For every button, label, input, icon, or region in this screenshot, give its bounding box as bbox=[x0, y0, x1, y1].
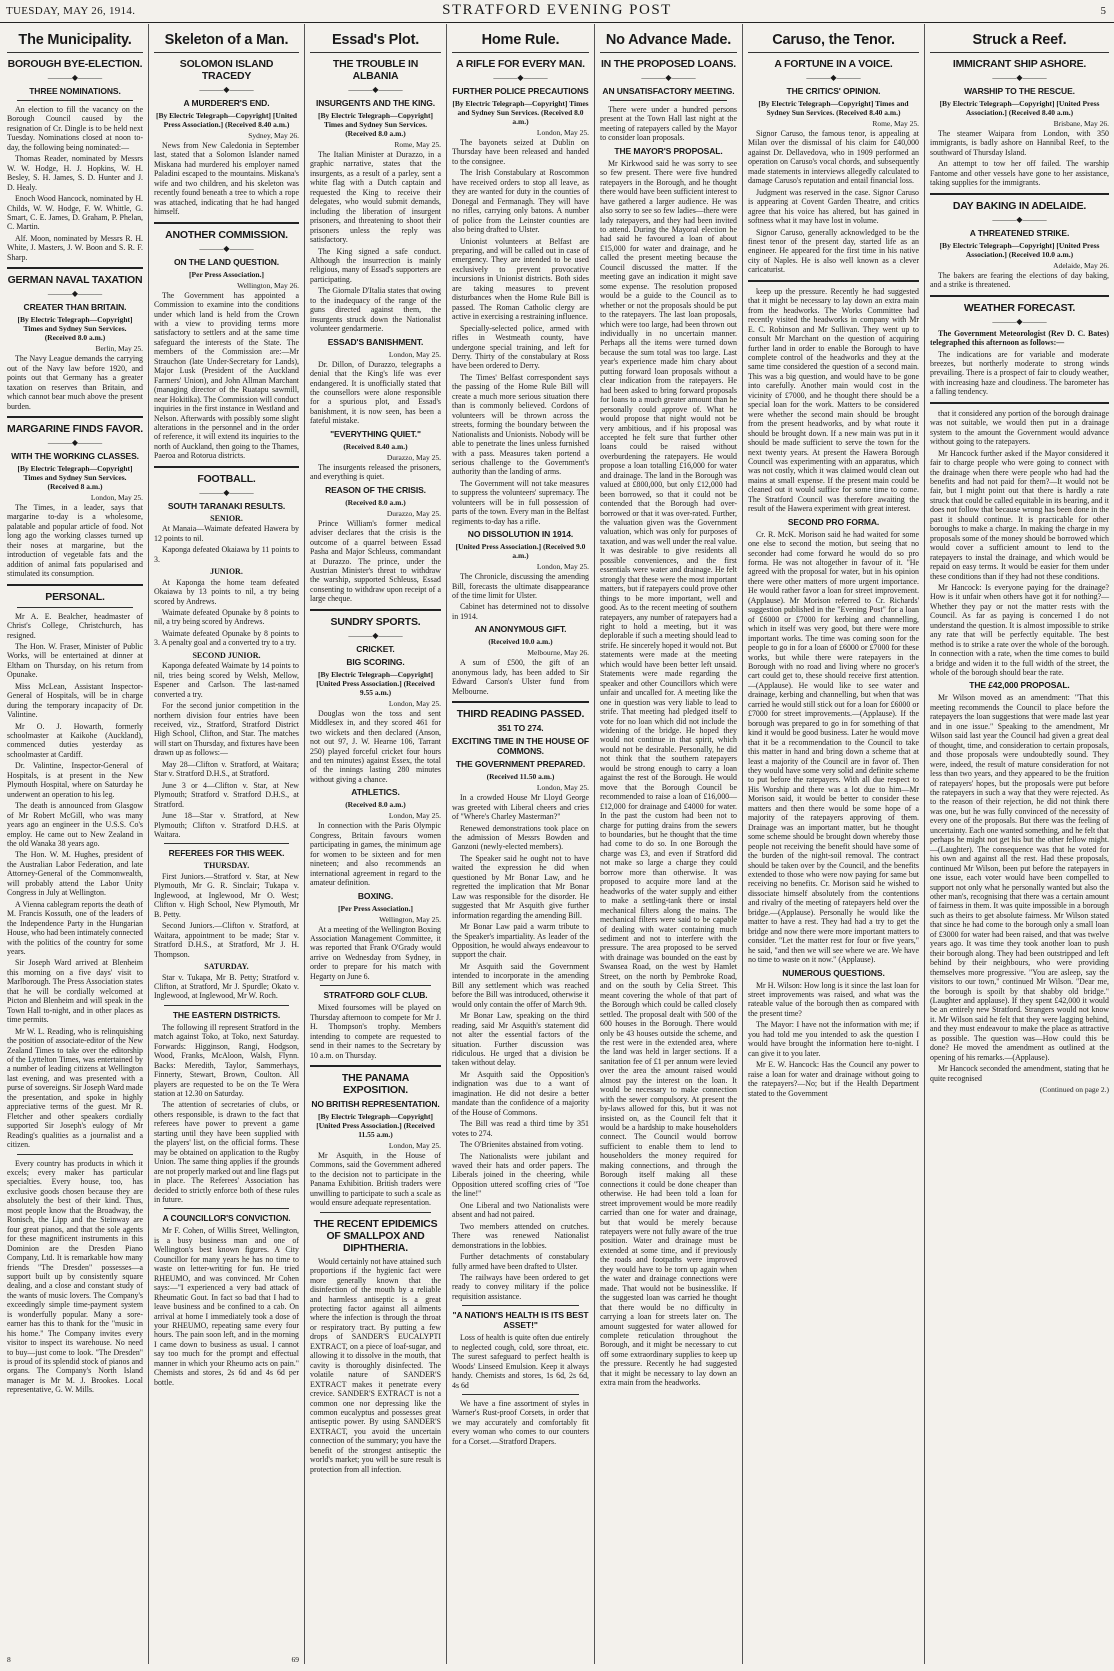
divider bbox=[154, 466, 299, 468]
paragraph: The Chronicle, discussing the amending Bill, forecasts the ultimate disappearance of the time limit for Ulster. bbox=[452, 572, 589, 601]
divider bbox=[154, 222, 299, 224]
ornament-divider: ———◆——— bbox=[641, 73, 696, 82]
ornament-divider: ———◆——— bbox=[992, 316, 1047, 326]
article-headline: THE TROUBLE IN ALBANIA bbox=[332, 58, 419, 82]
dateline: Durazzo, May 25. bbox=[386, 508, 441, 518]
paragraph: The Nationalists were jubilant and waved their hats and order papers. The Liberals joined in the cheering, while Opposition uttered scoffing cries of "Toe the line!" bbox=[452, 1151, 589, 1199]
paragraph: Signor Caruso, the famous tenor, is appealing at Milan over the dismissal of his claim for £40,000 against Dr. Dellavedova, who in 1909 performed an operation on Caruso's vocal chords, and subsequently made statements in interviews allegedly calculated to damage Caruso's reputation and entail financial loss. bbox=[748, 129, 919, 186]
article-headline: ANOTHER COMMISSION. bbox=[165, 228, 288, 241]
paragraph: The Navy League demands the carrying out of the Navy law before 1920, and points out that Germany has a greater taxation on reserves than Britain, and which cannot bear much above the present burden. bbox=[7, 354, 143, 411]
paragraph: May 28—Clifton v. Stratford, at Waitara; Star v. Stratford D.H.S., at Stratford. bbox=[154, 759, 299, 779]
ornament-divider: ———◆——— bbox=[348, 85, 403, 94]
column-essad bbox=[305, 24, 447, 1664]
wire-credit: [By Electric Telegraph—Copyright] Times and Sydney Sun Services. (Received 8.0 a.m.) bbox=[318, 111, 433, 138]
article-headline: IMMICRANT SHIP ASHORE. bbox=[952, 58, 1087, 70]
paragraph: Kaponga defeated Okaiawa by 11 points to 3. bbox=[154, 545, 299, 564]
dateline: Brisbane, May 26. bbox=[1053, 119, 1109, 128]
paragraph: The railways have been ordered to get ready to convey military if the police requisition assistance. bbox=[452, 1272, 589, 1301]
paragraph: Unionist volunteers at Belfast are preparing, and will be called out in case of emergency. They are intended to be used exclusively to prevent provocative incursions in Unionist districts. Both sides are taking measures to prevent disturbances when the Home Rule Bill is passed. The Roman Catholic clergy are active in exercising a restraining influence. bbox=[452, 236, 589, 322]
paragraph: Dr. Valintine, Inspector-General of Hospitals, is at present in the New Plymouth Hospital, where on Saturday he underwent an operation to his leg. bbox=[7, 761, 143, 799]
article-subheadline: THREE NOMINATIONS. bbox=[29, 86, 121, 96]
article-subheadline: EXCITING TIME IN THE HOUSE OF COMMONS. bbox=[452, 736, 589, 757]
paragraph: Signor Caruso, generally acknowledged to be the finest tenor of the present day, started life as an engineer. He appeared for the first time in his native city of Naples. He is also well known as a clever caricaturist. bbox=[748, 227, 919, 275]
advertisement-heading: THE RECENT EPIDEMICS OF SMALLPOX AND DIPHTHERIA. bbox=[313, 1217, 438, 1254]
divider bbox=[7, 584, 143, 586]
wire-credit: [By Electric Telegraph—Copyright] [United Press Association.] (Received 10.0 a.m.) bbox=[939, 240, 1100, 259]
wire-credit: [Per Press Association.] bbox=[338, 903, 413, 913]
dateline: London, May 25. bbox=[536, 562, 589, 572]
divider bbox=[310, 609, 441, 611]
paragraph: Specially-selected police, armed with rifles in Westmeath county, have undergone special training, and left for Derry. Thirty of the constabulary at Ross have been ordered to Derry. bbox=[452, 323, 589, 371]
wire-credit: [United Press Association.] (Received 9.0 a.m.) bbox=[455, 542, 586, 561]
divider bbox=[17, 607, 133, 608]
ornament-divider: ———◆——— bbox=[47, 73, 103, 82]
paragraph: Two members attended on crutches. There was renewed Nationalist demonstrations in the lobbies. bbox=[452, 1221, 589, 1250]
wire-credit: (Received 8.0 a.m.) bbox=[345, 497, 406, 507]
paragraph: The Government has appointed a Commission to examine into the conditions under which land is held from the Crown with a view to providing terms more satisfactory to settlers and at the same time safeguard the interests of the State. The members of the Commission are:—Mr Strauchon (late Under-Secretary for Lands), Major Lusk (President of the Auckland Farmers' Union), and John Allman Marchant (managing director of the Ruatapu sawmill, near Hokitika). The Commission will conduct inquiries in the first instance in Westland and Nelson. Afterwards with possibly some slight alterations in the personnel and in the order of reference, it will extend its inquiries to the north of Auckland, then going to the Thames, Paeroa and Rotorua districts. bbox=[154, 290, 299, 461]
paragraph: The Hon. W. M. Hughes, president of the Australian Labor Federation, and late Attorney-General of the Commonwealth, will probably attend the Labor Unity Congress in July at Wellington. bbox=[7, 850, 143, 898]
dateline: London, May 25. bbox=[388, 1141, 441, 1150]
wire-credit: [By Electric Telegraph—Copyright] Times and Sydney Sun Services. (Received 8.40 a.m.) bbox=[758, 99, 909, 117]
article-headline: PERSONAL. bbox=[45, 590, 105, 603]
paragraph: Mr Asquith, in the House of Commons, said the Government adhered to the decision not to participate in the Panama Exhibition. British traders were unwilling to participate to such a scale as would ensure adequate representation. bbox=[310, 1151, 441, 1208]
dateline: Sydney, May 26. bbox=[248, 131, 299, 140]
wire-credit: [By Electric Telegraph—Copyright] [United Press Association.] (Received 8.40 a.m.) bbox=[155, 111, 298, 129]
wire-credit: [By Electric Telegraph—Copyright] Times and Sydney Sun Services. (Received 8.0 a.m.) bbox=[452, 99, 589, 126]
paragraph: In connection with the Paris Olympic Congress, Britain favours women participating in games, the minimum age for women to be sixteen and for men nineteen; and also recommends an international agreement in regard to the amateur definition. bbox=[310, 821, 441, 888]
paragraph: Star v. Tukapa, Mr B. Petty; Stratford v. Clifton, at Stratford, Mr J. Spurdle; Okato v. Inglewood, at Inglewood, Mr W. Roch. bbox=[154, 972, 299, 1001]
article-subheadline: REFEREES FOR THIS WEEK. bbox=[168, 848, 285, 859]
paragraph: The Hon. W. Fraser, Minister of Public Works, will be entertained at dinner at Eltham on Thursday, on his return from Opunake. bbox=[7, 641, 143, 680]
article-headline: A RIFLE FOR EVERY MAN. bbox=[456, 58, 585, 70]
paragraph: Kaponga defeated Waimate by 14 points to nil, tries being scored by Welsh, Mellow, Espener and Carlson. The last-named converted a try. bbox=[154, 661, 299, 699]
dateline: Melbourne, May 26. bbox=[527, 648, 589, 658]
paragraph: The King signed a safe conduct. Although the insurrection is mainly religious, many of Essad's supporters are participating. bbox=[310, 246, 441, 284]
column-home-rule bbox=[447, 24, 595, 1664]
wire-credit: [By Electric Telegraph—Copyright] Times and Sydney Sun Services. (Received 8 a.m.) bbox=[17, 463, 133, 491]
paragraph: A sum of £500, the gift of an anonymous lady, has been added to Sir Edward Carson's Ulster fund from Melbourne. bbox=[452, 658, 589, 696]
ornament-divider: ———◆——— bbox=[47, 289, 103, 299]
paragraph: First Juniors.—Stratford v. Star, at New Plymouth, Mr G. R. Sinclair; Tukapa v. Inglewood, at Inglewood, Mr O. West; Clifton v. High School, New Plymouth, Mr B. Petty. bbox=[154, 871, 299, 919]
divider bbox=[462, 1394, 579, 1395]
column-heading: Struck a Reef. bbox=[930, 24, 1109, 53]
paragraph: There were under a hundred persons present at the Town Hall last night at the meeting of ratepayers called by the Mayor to consider loan proposals. bbox=[600, 105, 737, 143]
dateline: London, May 25. bbox=[388, 698, 441, 708]
article-headline: FOOTBALL. bbox=[197, 472, 256, 485]
article-headline: BOROUGH BYE-ELECTION. bbox=[7, 58, 143, 70]
wire-credit: [By Electric Telegraph—Copyright] Times and Sydney Sun Services. (Received 8.0 a.m.) bbox=[17, 315, 133, 343]
paragraph: Mr Bonar Law, speaking on the third reading, said Mr Asquith's statement did not alter the essential factors of the situation. Further discussion was ridiculous. He urged that a division be taken without delay. bbox=[452, 1011, 589, 1068]
article-subheadline: A MURDERER'S END. bbox=[183, 98, 270, 108]
paragraph: The Speaker said he ought not to have waited the expression he did when questioned by Mr Bonar Law, and he regretted the implication that Mr Bonar Law was responsible for the disorder. He suggested that Mr Asquith give further information regarding the amending Bill. bbox=[452, 853, 589, 920]
article-subheadline: REASON OF THE CRISIS. bbox=[325, 484, 426, 495]
divider bbox=[320, 1212, 431, 1213]
paragraph: The insurgents released the prisoners, and everything is quiet. bbox=[310, 462, 441, 482]
dateline: London, May 25. bbox=[536, 783, 589, 793]
article-subheadline: ESSAD'S BANISHMENT. bbox=[327, 336, 424, 347]
divider bbox=[930, 402, 1109, 404]
wire-credit: (Received 8.40 a.m.) bbox=[343, 441, 408, 451]
article-headline: THIRD READING PASSED. bbox=[456, 708, 585, 721]
paragraph: Mr Hancock seconded the amendment, stating that he quite recognised bbox=[930, 1064, 1109, 1083]
paragraph: Mr O. J. Howarth, formerly schoolmaster at Kaikohe (Auckland), commenced duties yesterday as schoolmaster at Cardiff. bbox=[7, 721, 143, 759]
article-subheadline: ON THE LAND QUESTION. bbox=[173, 256, 280, 267]
paragraph: The Government Meteorologist (Rev D. C. Bates) telegraphed this afternoon as follows:— bbox=[930, 328, 1109, 348]
wire-credit: [By Electric Telegraph—Copyright] [United Press Association.] (Received 11.55 a.m.) bbox=[316, 1112, 435, 1139]
section-label: SENIOR. bbox=[210, 513, 243, 523]
paragraph: The Giornale D'Italia states that owing to the inadequacy of the range of the guns directed against them, the insurgents struck down the Nationalist volunteer gendarmerie. bbox=[310, 286, 441, 334]
paragraph: News from New Caledonia in September last, stated that a Solomon Islander named Miskana had murdered his employer named Paladini escaped to the mountains. Miskana's wife and two children, and his skeleton was recently found beneath a tree to which a rope was attached, indicating that he had hanged himself. bbox=[154, 141, 299, 217]
divider bbox=[7, 267, 143, 269]
paragraph: Waimate defeated Opunake by 8 points to 3. A penalty goal and a converted try to a try. bbox=[154, 628, 299, 648]
paragraph: The following ill represent Stratford in the match against Toko, at Toko, next Saturday. Forwards: Higginson, Rangi, Hodgson, Wood, Franks, McAloon, Walsh, Flynn. Backs: Meredith, Taylor, Sammerhays, Finnerty, Stewart, Brown, Coulton. All players are requested to be on the Te Wera station at 12.30 on Saturday. bbox=[154, 1022, 299, 1099]
ornament-divider: ———◆——— bbox=[992, 73, 1047, 82]
paragraph: Mr Wilson moved as an amendment: "That this meeting recommends the Council to place before the ratepayers the loan suggestions that were made last year and in one issue." Speaking to the amendment, Mr Wilson said last year the Council had given a great deal of thought, time, and consideration to certain proposals, and those proposals were undoubtedly sound. They were, indeed, the result of mature consideration for not less than two years, and they appeared to be the fruition of ratepayers' hopes, but the proposals were put before the ratepayers in such a way that they were rejected. As to the reason of their rejection, he did not think there was one, but he was fully convinced of the necessity of every one of the proposals. But there was the feeling of uncertainty. Each one wanted something, and he felt that perhaps he might not get his but the other fellow might.—(Laughter). The consequence was that he voted for his own and against all the rest. Had these proposals, continued Mr Wilson, been put before the ratepayers in one issue, each voter would have been compelled to support not only what he personally wanted but also the other man's, recognising that there was a certain amount of fairness in them. It was quite impossible in a borough such as theirs to get absolute fairness. Mr Wilson stated that since he had come to the borough only a small loan of £3000 for water had been raised, and that was twelve years ago. It was time they took another loan to push their borough along. They had been outstripped and left behind by their neighbours, who were providing themselves more progressive. "You are asleep, say the visitors to our town," continued Mr Wilson. "Dear me, the borough is spoilt by that shabby old bridge." (Laughter and applause). If they spent £42,000 it would be an entirely new Stratford. Strangers would not know it. Mr Wilson said he felt that they were lagging behind, and they must endeavour to make the place as attractive as possible. The question was—How could this be done? He moved the amendment as outlined at the opening of his remarks.—(Applause). bbox=[930, 693, 1109, 1062]
article-headline: SUNDRY SPORTS. bbox=[330, 615, 421, 628]
newspaper-title: STRATFORD EVENING POST bbox=[442, 2, 672, 18]
column-no-advance bbox=[595, 24, 743, 1664]
dateline: Wellington, May 25. bbox=[379, 914, 441, 924]
advert-number: 69 bbox=[291, 1655, 299, 1664]
article-subheadline: SECOND PRO FORMA. bbox=[787, 516, 880, 527]
paragraph: Mr H. Wilson: How long is it since the last loan for street improvements was raised, and what was the rateable value of the borough then as compared with the present time? bbox=[748, 980, 919, 1018]
article-subheadline: THE EASTERN DISTRICTS. bbox=[172, 1009, 281, 1020]
article-subheadline: AN ANONYMOUS GIFT. bbox=[474, 624, 567, 635]
divider bbox=[462, 1305, 579, 1306]
paragraph: Mr E. W. Hancock: Has the Council any power to raise a loan for water and drainage without going to the ratepayers?—No; but if the Health Department stated to the Government bbox=[748, 1060, 919, 1098]
article-subheadline: BOXING. bbox=[357, 890, 394, 901]
ornament-divider: ———◆——— bbox=[47, 437, 103, 447]
paragraph: The Bill was read a third time by 351 votes to 274. bbox=[452, 1119, 589, 1138]
paragraph: The Italian Minister at Durazzo, in a graphic narrative, states that the insurgents, as a result of a parley, sent a white flag with a Dutch captain and requested the King to receive their delegates, who would submit demands, including the liberation of insurgent prisoners, and threatening to shoot their prisoners unless the reply was satisfactory. bbox=[310, 150, 441, 245]
ornament-divider: ———◆——— bbox=[493, 73, 548, 82]
ornament-divider: ———◆——— bbox=[992, 214, 1047, 224]
paragraph: The Government will not take measures to suppress the volunteers' supremacy. The volunteers will be in full possession of parts of the town. Every man in the Belfast regiments to-day has a rifle. bbox=[452, 478, 589, 526]
article-subheadline: 351 TO 274. bbox=[497, 723, 544, 734]
dateline: London, May 25. bbox=[388, 811, 441, 821]
advertisement-heading: A COUNCILLOR'S CONVICTION. bbox=[162, 1213, 291, 1224]
paragraph: Mr Asquith said the Opposition's indignation was due to a want of imagination. He did not desire a better mandate than the confidence of a majority of the House of Commons. bbox=[452, 1069, 589, 1117]
continuation-note: (Continued on page 2.) bbox=[1039, 1085, 1109, 1095]
paragraph: Mixed foursomes will be played on Thursday afternoon to compete for Mr J. H. Thompson's trophy. Members intending to compete are requested to send in their names to the Secretary by 10 a.m. on Thursday. bbox=[310, 1003, 441, 1060]
wire-credit: (Received 11.50 a.m.) bbox=[486, 772, 555, 782]
paragraph: At Manaia—Waimate defeated Hawera by 12 points to nil. bbox=[154, 524, 299, 543]
paragraph: The bakers are fearing the elections of day baking, and a strike is threatened. bbox=[930, 270, 1109, 290]
page-number: 5 bbox=[1100, 5, 1106, 17]
article-subheadline: WARSHIP TO THE RESCUE. bbox=[964, 86, 1075, 96]
article-subheadline: "EVERYTHING QUIET." bbox=[330, 428, 421, 439]
article-subheadline: NUMEROUS QUESTIONS. bbox=[782, 967, 885, 978]
column-heading: Home Rule. bbox=[452, 24, 589, 53]
paragraph: keep up the pressure. Recently he had suggested that it might be necessary to lay down an extra main from the headworks. The Works Committee had recently visited the headworks in company with Mr E. C. Robinson and Mr Sullivan. They went up to consult Mr Marchant on the question of acquiring further land in order to enable the Borough to have complete control of the headworks and they at the same time considered the question of a second main. This was a big question, and would have to be gone into carefully. Another main would cost in the vicinity of £7000, and he thought there should be a special loan for the work. Matters to be considered were whether the second main should be brought from the present headworks, and by what route it should be brought down. If a new main was put in it should be made sufficient to serve the town for the next twenty years. At present the Hawera Borough Council was experimenting with an apparatus, which was not costly, which it was claimed would clean out mains at small expense. If the present main could be cleaned out it would suffice for some time to come. The Stratford Council was therefore awaiting the result of the Hawera experiment with great interest. bbox=[748, 286, 919, 514]
masthead bbox=[0, 0, 1114, 23]
divider bbox=[320, 985, 431, 986]
divider bbox=[930, 295, 1109, 297]
paragraph: Alf. Moon, nominated by Messrs R. H. White, J. Masters, J. W. Boon and S. R. F. Sharp. bbox=[7, 233, 143, 262]
article-subheadline: SOUTH TARANAKI RESULTS. bbox=[167, 500, 286, 511]
article-headline: THE PANAMA EXPOSITION. bbox=[341, 1072, 410, 1096]
article-subheadline: THE MAYOR'S PROPOSAL. bbox=[614, 145, 723, 156]
page-columns bbox=[0, 24, 1114, 1671]
dateline: London, May 25. bbox=[90, 492, 143, 502]
column-heading: The Municipality. bbox=[7, 24, 143, 53]
paragraph: Sir Joseph Ward arrived at Blenheim this morning on a five days' visit to Marlborough. The Press Association states that he will be cordially welcomed at Picton and Blenheim and will speak in the Town Hall to-night, and in other places as time permits. bbox=[7, 958, 143, 1025]
paragraph: The Times' Belfast correspondent says the passing of the Home Rule Bill will create a much more serious situation there than is commonly believed. Cordons of volunteers will be thrown across the streets, forming the boundary between the Nationalists and Unionists. Nobody will be able to penetrate the lines unless furnished with a pass. Measures taken portend a serious challenge to the Government's authority than the landing of arms. bbox=[452, 372, 589, 477]
divider bbox=[164, 1208, 289, 1209]
paragraph: The Times, in a leader, says that margarine to-day is a wholesome, palatable and popular article of food. Not long ago the working classes turned up their noses at margarine, but the introduction of vegetable fats and the addition of animal fats popularised and stimulated its consumption. bbox=[7, 502, 143, 579]
article-subheadline: BIG SCORING. bbox=[346, 656, 405, 667]
advertisement-paragraph: Every country has products in which it excels; every maker has particular specialties. Every house, too, has exclusive goods chosen because they are absolutely the best of their kind. Thus, most people know that the Broadway, the Ronisch, the Lipp and the Steinway are four great pianos, and that the sole agents for these magnificent instruments in this Dominion are the Dresden Piano Company, Ltd. It is remarkable how many friends "The Dresden" possesses—a support built up by consistently square dealing, and a close and constant study of the wants of music lovers. The Company's exceedingly simple time-payment system is wonderfully popular. Many a sore-earner has this to thank for the "music in his home." The Company invites every visitor to inspect its warehouse. No need to buy—just come to look. "The Dresden" is proud of its splendid stock of pianos and organs. The Company's North Island manager is Mr M. J. Brookes. Local representative, G. W. Mills. bbox=[7, 1158, 143, 1395]
article-subheadline: STRATFORD GOLF CLUB. bbox=[323, 990, 428, 1001]
paragraph: Mr W. L. Reading, who is relinquishing the position of associate-editor of the New Zealand Times to take over the editorship of the Lyttelton Times, was entertained by a number of leading citizens at Wellington last evening, and was presented with a purse of sovereigns. Sir Joseph Ward made the presentation, and spoke in highly appreciative terms of the guest. Mr R. Fletcher and other speakers cordially supported Sir Joseph's eulogy of Mr Reading's qualities as a journalist and a citizen. bbox=[7, 1026, 143, 1150]
paragraph: Miss McLean, Assistant Inspector-General of Hospitals, will be in charge during the temporary incapacity of Dr. Valintine. bbox=[7, 681, 143, 720]
article-subheadline: THE £42,000 PROPOSAL. bbox=[969, 680, 1070, 691]
paragraph: Mr A. E. Bealcher, headmaster of Christ's College, Christchurch, has resigned. bbox=[7, 611, 143, 640]
wire-credit: (Received 8.0 a.m.) bbox=[345, 800, 406, 810]
advertisement-paragraph: Mr F. Cohen, of Willis Street, Wellington, is a busy business man and one of Wellington's best known figures. A City Councillor for many years he has no time to waste on letter-writing for fun. He tried RHEUMO, and was convinced. Mr Cohen says:—"I experienced a very bad attack of Rheumatic Gout. In fact so bad that I had to leave business and be confined to a cab. On arrival at home I immediately took a dose of your RHEUMO, repeating same every four hours. The pain soon left, and in the morning I came down to business as usual. I cannot say too much for the prompt and effectual manner in which your Rheumo acts on pain." Chemists and stores, 2s 6d and 4s 6d per bottle. bbox=[154, 1226, 299, 1387]
paragraph: June 18—Star v. Stratford, at New Plymouth; Clifton v. Stratford D.H.S. at Waitara. bbox=[154, 811, 299, 839]
paragraph: The attention of secretaries of clubs, or others responsible, is drawn to the fact that referees have power to prevent a game starting until they have been supplied with the players' list, on the official forms. These may be obtained on application to the Rugby Union. The same thing applies if the grounds are not properly marked out and line flags put in place. The Referees' Association has decided to strictly enforce both of these rules in future. bbox=[154, 1100, 299, 1205]
paragraph: One Liberal and two Nationalists were absent and had not paired. bbox=[452, 1200, 589, 1220]
dateline: Rome, May 25. bbox=[872, 119, 919, 128]
column-caruso bbox=[743, 24, 925, 1664]
paragraph: An election to fill the vacancy on the Borough Council caused by the resignation of Cr. Dingle is to be held next Tuesday. Nominations closed at noon to-day, the following being nominated:— bbox=[7, 105, 143, 152]
paragraph: Dr. Dillon, of Durazzo, telegraphs a denial that the King's life was ever endangered. It is unofficially stated that the counsellors were alone responsible for a spurious plot, and Essad's banishment, it is now seen, has been a fateful mistake. bbox=[310, 359, 441, 426]
advertisement-paragraph: Would certainly not have attained such proportions if the hygienic fact were more generally known that the disinfection of the mouth by a reliable and harmless antiseptic is a great protecting factor against all ailments where the infection is through the throat or respiratory tract. By putting a few drops of SANDER'S EUCALYPTI EXTRACT, on a piece of loaf-sugar, and allowing it to dissolve in the mouth, that cavity is thoroughly disinfected. The volatile nature of SANDER'S EXTRACT makes it penetrate every crevice. SANDER'S EXTRACT is not a common one nor depressing like the common eucalyptus and possesses great antiseptic power. By using SANDER'S EXTRACT, you avoid the uncertain connection of the summary; you have the benefit of the strongest antiseptic the world's market; you will be sure result is protection from all infection. bbox=[310, 1256, 441, 1474]
paragraph: Douglas won the toss and sent Middlesex in, and they scored 461 for two wickets and then declared (Anson, not out 97, J. W. Hearne 106, Tarrant 250) played forceful cricket four hours and ten minutes) against Essex, the total of the innings lasting 280 minutes without giving a chance. bbox=[310, 708, 441, 784]
article-subheadline: NO BRITISH REPRESENTATION. bbox=[311, 1099, 440, 1109]
paragraph: Mr Kirkwood said he was sorry to see so few present. There were five hundred ratepayers in the Borough, and he thought there would have been sufficient interest to have gathered a larger audience. He was also sorry to see so few ladies—there were lady ratepayers, and they had been invited to attend. During the Mayoral election he had said he favoured a loan of about £15,000 for water and drainage, and he called the present meeting because the Council discussed the matter. If the meeting gave an indication it might save some expense. The resolution proposed would be a guide to the Council as to whether or not the proposals should be put to the ratepayers. The last loan proposals, which were too large, had been thrown out individually in no uncertain manner. Perhaps all the items were turned down because the sum total was too large. Last year's experience made him chary about putting forward loan proposals without a clear indication from the ratepayers. He had been asked to bring forward proposals for loans to a much greater amount than he personally could approve of. What he would propose that night would not be very ambitious, and if his proposal was accepted he felt sure that further other loans could be raised without overburdening the ratepayers. He would propose a loan totalling £16,000 for water and drainage. The land in the Borough was valued at £800,000, but only £12,000 had been borrowed, so that it could not be contended that the Borough had over-borrowed or that it was over-rated. Further, the valuation given was the Government valuation, which was only for purposes of taxation, and was well under the real value. It was desirable to give residents all possible conveniences, and the first essentials were water and drainage. He felt strongly that these were the most important matters, but if ratepayers could prove other things to be more important, well and good. As to the recent meeting of southern ratepayers, any number of ratepayers had a right to hold a meeting, but it was deplorable if such a meeting should lead to strife. He sincerely hoped it would not. But statements were made at the meeting which would have been better left unsaid. Statements were made regarding the speaker and other Councillors which were unfair and uncalled for. A meeting like the one in question was very liable to lead to strife. That meeting had pledged itself to vote for no loan which did not include the widening of the bridge. He hoped they would not continue in that spirit, which would not be desirable. Personally, he did not think that the southern ratepayers would be strong enough to carry a loan against the rest of the Borough. He would move that the Borough Council be recommended to raise a loan of £16,000—£12,000 for drainage and £4000 for water. In the past the custom had been not to charge for putting drains from the sewers to boundaries, but he thought that the time had come to do so. In one Borough the charge was £3, and even if Stratford did not make so large a charge they could borrow more than otherwise. It was proposed to acquire more land at the headworks of the water supply and either to make a settling-tank there or instal mechanical filters along the mains. The mechanical filters were said to be capable of dealing with water containing much sediment and not to interfere with the pressure. The area proposed to be served with drainage was bounded on the east by Swansea Road, on the west by Hamlet Street, on the north by Pembroke Road, and on the south by Celia Street. This meant covering the whole of that part of the Borough which could be called closely settled. The proposal dealt with 500 of the 600 houses in the Borough. There would only be 43 houses outside the scheme, and the rest were in the extended area, where the land was held in larger sections. If a sanitation fee of £1 per annum were levied over the area the amount raised would almost pay the interest on the loan. It would be necessary to make connection with the sewer compulsory. At present the by-laws allowed for this, but it was not insisted on, as the Council felt that it would be a hardship to make householders connect. The Council would borrow sufficient to enable them to lend to householders the money required for making connections, and through the Borough itself making all these connections it could be done cheaper than otherwise. He had been told a loan for street improvement would be more readily carried than one for water and drainage, but that would be merely because ratepayers were not fully aware of the true position. Water and drainage must be extended at some time, and if previously the roads and footpaths were improved they would have to be torn up again when the water and drainage connections were made. That would not be businesslike. If the suggested loan was carried he thought that there would be no difficulty in carrying a loan for streets later on. The amount suggested for water allowed for complete reticulation throughout the Borough, and it might be necessary to cut off some extraordinary supplies to keep up the pressure. Recently he had suggested that it might be necessary to lay down an extra main from the headworks. bbox=[600, 158, 737, 1388]
paragraph: Waimate defeated Opunake by 8 points to nil, a try being scored by Andrews. bbox=[154, 607, 299, 627]
column-struck-reef bbox=[925, 24, 1114, 1664]
paragraph: The bayonets seized at Dublin on Thursday have been released and handed to the consignee. bbox=[452, 138, 589, 166]
divider bbox=[452, 701, 589, 703]
wire-credit: [Per Press Association.] bbox=[189, 269, 264, 279]
ornament-divider: ———◆——— bbox=[199, 243, 254, 253]
ornament-divider: ———◆——— bbox=[199, 487, 254, 497]
advertisement-paragraph: Loss of health is quite often due entirely to neglected cough, cold, sore throat, etc. The surest safeguard to perfect health is Woods' Linseed Emulsion. Keep it always handy. Chemists and stores, 1s 6d, 2s 6d, 4s 6d bbox=[452, 1333, 589, 1390]
divider bbox=[310, 1065, 441, 1067]
article-headline: IN THE PROPOSED LOANS. bbox=[600, 58, 737, 70]
paragraph: In a crowded House Mr Lloyd George was greeted with Liberal cheers and cries of "Where's Charley Masterman?" bbox=[452, 793, 589, 822]
paragraph: Thomas Reader, nominated by Messrs W. W. Hodge, H. J. Hopkins, W. H. Besley, S. H. James, S. D. Hunter and J. D. Healy. bbox=[7, 154, 143, 192]
paragraph: Cr. R. McK. Morison said he had waited for some one else to second the motion, but seeing that no seconder had come forward he would do so pro forma. He was not altogether in favour of it. "He agreed with the proposal for water, but in his opinion there were other matters of more urgent importance. He would rather favor a loan for street improvement. (Applause). Mr Morison referred to Cr. Richards' suggestion published in the "Evening Post" for a loan of £6000 or £7000 for kerbing and channelling, which in itself was very good, but there were more important works. The time was coming soon for the people to go in for a loan of £6000 or £7000 for these works, but while there were ratepayers in the Borough with no road and living where no grocer's cart could get to, these should receive first attention.—(Applause). He would like to see water and drainage, kerbing and channelling, but when that was carried he would still stick out for a loan for £6000 or £7000 for street improvements.—(Applause). If the borough was prepared to go in for something of that kind it would be good business. Later he would move that it be a recommendation to the Council to take this matter in hand and bring down a scheme that at least a majority of the Council are in favor of. Then they would have some very solid and definite scheme to put before the ratepayers. With all due respect to His Worship and there was a lot due to him—Mr Morison said, it would be better to consider these matters and then there would be some hope of a majority of the ratepayers approving of them. Drainage was an important matter, but he thought some scheme should be brought down whereby those people not receiving the benefit should have some of the burden of the night-soil removal. The contract should be taken over by the Council, and the benefits extended to those who were now paying for same but receiving no benefits. Cr. Morison said he wished to dissociate himself absolutely from the contentions and rivalry of the meeting of ratepayers held over the bridge.—(Applause). Personally he would like the matter to have a rest. They had had a try to get the bridge and now there were more important matters to consider. "Let the matter rest for four or five years," he said, "and then we will see where we are. We have no time to waste on it now." (Applause). bbox=[748, 529, 919, 965]
column-municipality bbox=[2, 24, 149, 1664]
paragraph: that it considered any portion of the borough drainage was not suitable, we would then put in a drainage system to the amount the Government would advance without going to the ratepayers. bbox=[930, 408, 1109, 447]
paragraph: At a meeting of the Wellington Boxing Association Management Committee, it was reported that Frank O'Grady would arrive on Wednesday from Sydney, in order to prepare for his match with Hegarty on June 6. bbox=[310, 924, 441, 981]
paragraph: The indications are for variable and moderate breezes, but northerly moderate to strong winds prevailing. There is a prospect of fair to cloudy weather, with increasing haze and cloudiness. The barometer has a falling tendency. bbox=[930, 349, 1109, 397]
paragraph: The death is announced from Glasgow of Mr Robert McGill, who was many years ago an engineer in the U.S.S. Co's employ. He came out to New Zealand in the old Wanaka 38 years ago. bbox=[7, 801, 143, 849]
article-subheadline: WITH THE WORKING CLASSES. bbox=[11, 450, 139, 461]
article-subheadline: AN UNSATISFACTORY MEETING. bbox=[602, 86, 735, 96]
paragraph: Mr Bonar Law paid a warm tribute to the Speaker's impartiality. As leader of the Opposition, he would always endeavour to support the chair. bbox=[452, 922, 589, 960]
paragraph: The Irish Constabulary at Roscommon have received orders to stop all leave, as they are wanted for duty in the counties of Donegal and Fermanagh. They will have no rifles, carrying only batons. A number of police from the Leinster counties are also being drafted to Ulster. bbox=[452, 168, 589, 235]
divider bbox=[610, 100, 727, 101]
divider bbox=[748, 280, 919, 282]
issue-date: TUESDAY, MAY 26, 1914. bbox=[6, 5, 136, 17]
column-heading: Caruso, the Tenor. bbox=[748, 24, 919, 53]
advert-number: 8 bbox=[7, 1655, 11, 1664]
section-label: SECOND JUNIOR. bbox=[192, 650, 261, 660]
article-headline: GERMAN NAVAL TAXATION bbox=[7, 274, 143, 287]
article-subheadline: INSURGENTS AND THE KING. bbox=[315, 98, 436, 108]
paragraph: Mr Hancock further asked if the Mayor considered it fair to charge people who were going to connect with the drainage when there were people who had had the benefits and had not paid for them?—It would not be fair, but I might point out that there is hardly a rate struck that could be called equitable in its bearing, and it does not follow that because wrong has been done in the past it should continue. It is practicable for other boroughs to make a charge. In making the charge in my proposals some of the money should be borrowed which would cover a sufficient amount to lend to the ratepayers to instal the drainage, and which would be repaid on easy terms. It would be easier for them under these conditions than if they had not these conditions. bbox=[930, 448, 1109, 581]
section-label: THURSDAY. bbox=[203, 861, 250, 871]
wire-credit: (Received 10.0 a.m.) bbox=[488, 637, 553, 647]
paragraph: Mr Asquith said the Government intended to incorporate in the amending Bill any settlement which was reached before the Bill was introduced, otherwise it would only contain the offer of March 9th. bbox=[452, 961, 589, 1009]
article-subheadline: NO DISSOLUTION IN 1914. bbox=[467, 529, 574, 540]
article-headline: DAY BAKING IN ADELAIDE. bbox=[952, 199, 1087, 212]
article-headline: MARGARINE FINDS FAVOR. bbox=[7, 422, 143, 435]
paragraph: Second Juniors.—Clifton v. Stratford, at Waitara, appointment to be made; Star v. Stratford D.H.S., at Stratford, Mr J. H. Thompson. bbox=[154, 921, 299, 959]
article-subheadline: THE GOVERNMENT PREPARED. bbox=[455, 759, 586, 770]
paragraph: A Vienna cablegram reports the death of M. Francis Kossuth, one of the leaders of the Independence Party in the Hungarian House, who had been intimately connected with the politics of the country for some years. bbox=[7, 899, 143, 956]
paragraph: Further detachments of constabulary fully armed have been drafted to Ulster. bbox=[452, 1252, 589, 1271]
section-label: JUNIOR. bbox=[210, 567, 243, 577]
paragraph: For the second junior competition in the northern division four entries have been received, viz., Stratford, Stratford District High School, Clifton, and Star. The matches will start on Thursday, and fixtures have been drawn up as follows:— bbox=[154, 701, 299, 758]
dateline: Rome, May 25. bbox=[394, 140, 441, 149]
wire-credit: [By Electric Telegraph—Copyright] [United Press Association.] (Received 8.40 a.m.) bbox=[939, 99, 1100, 117]
paragraph: The Mayor: I have not the information with me; if you had told me you intended to ask the question I would have brought the information here to-night. I can give it to you later. bbox=[748, 1020, 919, 1058]
paragraph: June 3 or 4—Clifton v. Star, at New Plymouth; Stratford v. Stratford D.H.S., at Stratford. bbox=[154, 780, 299, 809]
dateline: Adelaide, May 26. bbox=[1053, 260, 1109, 270]
advertisement-paragraph: We have a fine assortment of styles in Warner's Rust-proof Corsets, in order that we may accurately and comfortably fit every woman who comes to our counters for a Corset.—Stratford Drapers. bbox=[452, 1399, 589, 1446]
divider bbox=[17, 1154, 133, 1155]
article-headline: A FORTUNE IN A VOICE. bbox=[774, 58, 893, 70]
advertisement-heading: "A NATION'S HEALTH IS ITS BEST ASSET!" bbox=[452, 1310, 589, 1331]
column-heading: No Advance Made. bbox=[600, 24, 737, 53]
column-heading: Essad's Plot. bbox=[310, 24, 441, 53]
section-label: SATURDAY. bbox=[204, 962, 249, 971]
article-subheadline: CRICKET. bbox=[356, 643, 395, 654]
paragraph: Enoch Wood Hancock, nominated by H. Childs, W. W. Hodge, F. W. Whittle, G. Smart, C. E. James, D. Graham, P. Phelan, C. Martin. bbox=[7, 194, 143, 232]
column-heading: Skeleton of a Man. bbox=[154, 24, 299, 53]
paragraph: Judgment was reserved in the case. Signor Caruso is appearing at Covent Garden Theatre, and critics agree that his voice has altered, but has gained in softness what it may have lost in volume. bbox=[748, 187, 919, 226]
ornament-divider: ———◆——— bbox=[806, 73, 861, 82]
divider bbox=[164, 1005, 289, 1006]
article-subheadline: FURTHER POLICE PRECAUTIONS bbox=[452, 86, 589, 96]
divider bbox=[930, 193, 1109, 195]
article-subheadline: ATHLETICS. bbox=[351, 787, 400, 798]
dateline: Berlin, May 25. bbox=[95, 344, 143, 354]
dateline: London, May 25. bbox=[388, 349, 441, 359]
paragraph: Renewed demonstrations took place on the admission of Messrs Bowden and Ganzoni (newly-elected members). bbox=[452, 823, 589, 852]
article-subheadline: THE CRITICS' OPINION. bbox=[786, 86, 881, 96]
paragraph: Prince William's former medical adviser declares that the crisis is the outcome of a quarrel between Essad Pasha and Major Schleuss, commandant at Durazzo. The prince, under the Austrian Minister's threat to withdraw the warship, supported Schleuss, Essad consenting to withdraw upon receipt of a large cheque. bbox=[310, 518, 441, 604]
article-subheadline: A THREATENED STRIKE. bbox=[969, 227, 1070, 238]
wire-credit: [By Electric Telegraph—Copyright] [United Press Association.] (Received 9.55 a.m.) bbox=[316, 669, 435, 697]
dateline: Durazzo, May 25. bbox=[386, 452, 441, 462]
article-subheadline: CREATER THAN BRITAIN. bbox=[23, 302, 127, 313]
dateline: London, May 25. bbox=[536, 128, 589, 137]
paragraph: Cabinet has determined not to dissolve in 1914. bbox=[452, 602, 589, 621]
paragraph: Mr Hancock: Is everyone paying for the drainage? How is it unfair when others have got it for nothing?—Whether they pay or not the matter rests with the Council. As far as paying is concerned I do not understand the question. It is almost impossible to strike any rate that will be perfectly equitable. The best method is to strike a rate over the whole of the borough. In connection with a rate, when the time comes to build a bridge and widen it to the full width of the street, the whole of the borough should bear the rate. bbox=[930, 582, 1109, 678]
article-headline: SOLOMON ISLAND TRACEDY bbox=[179, 58, 274, 82]
article-headline: WEATHER FORECAST. bbox=[963, 301, 1076, 314]
ornament-divider: ———◆——— bbox=[199, 85, 254, 94]
divider bbox=[7, 416, 143, 418]
ornament-divider: ———◆——— bbox=[348, 630, 403, 640]
divider bbox=[164, 843, 289, 844]
paragraph: The steamer Waipara from London, with 350 immigrants, is badly ashore on Hannibal Reef, to the southward of Thursday Island. bbox=[930, 129, 1109, 157]
paragraph: The O'Brienites abstained from voting. bbox=[460, 1140, 584, 1150]
divider bbox=[17, 100, 133, 101]
paragraph: At Kaponga the home team defeated Okaiawa by 13 points to nil, a try being scored by Andrews. bbox=[154, 577, 299, 606]
paragraph: An attempt to tow her off failed. The warship Fantome and other vessels have gone to her assistance, taking supplies for the immigrants. bbox=[930, 159, 1109, 188]
dateline: Wellington, May 26. bbox=[237, 280, 299, 290]
column-skeleton bbox=[149, 24, 305, 1664]
